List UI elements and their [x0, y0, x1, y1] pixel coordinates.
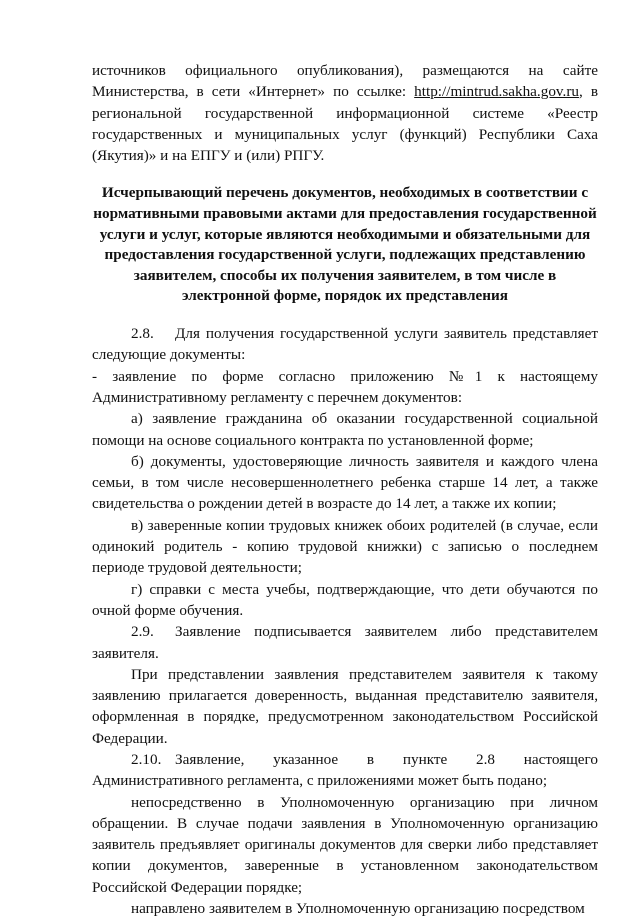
section-heading: Исчерпывающий перечень документов, необходимых в соответствии с нормативными правовыми актами для предоставления государственной услуги и услуг, которые являются необходимыми и обязательными для предоставления государственной услуги, подлежащих представлению заявителем, способы их получения заявителем, в том числе в электронной форме, порядок их представления [93, 184, 597, 305]
document-page [92, 60, 598, 919]
intro-text-end: , в региональной государственной информационной системе «Реестр государственных и муниципальных услуг (функций) Республики Саха (Якутия)» и на ЕПГУ и (или) РПГУ. [92, 83, 598, 165]
representative-paragraph: При представлении заявления представителем заявителя к такому заявлению прилагается доверенность, выданная представителю заявителя, оформленная в порядке, предусмотренном законодательством Российской Федерации. [92, 665, 598, 747]
clause-number-2-10: 2.10. [131, 750, 162, 768]
application-form-item: - заявление по форме согласно приложению №1 к настоящему Административному регламенту с перечнем документов: [92, 367, 598, 406]
paragraph-2-9 [92, 621, 598, 664]
paragraph-2-8-text: Для получения государственной услуги заявитель представляет следующие документы: [92, 325, 598, 364]
clause-number-2-9: 2.9. [131, 623, 154, 641]
paragraph-2-10-text: Заявление, указанное в пункте 2.8 настоящего Административного регламента, с приложениями может быть подано; [92, 750, 598, 790]
list-item-g: г) справки с места учебы, подтверждающие, что дети обучаются по очной форме обучения. [92, 580, 598, 619]
list-item-v: в) заверенные копии трудовых книжек обоих родителей (в случае, если одинокий родитель - копию трудовой книжки) с записью о последнем периоде трудовой деятельности; [92, 516, 598, 577]
list-item-a: а) заявление гражданина об оказании государственной социальной помощи на основе социального контракта по установленной форме; [92, 410, 598, 449]
paragraph-2-10 [92, 749, 598, 792]
paragraph-2-8 [92, 323, 598, 366]
intro-paragraph [92, 60, 598, 166]
ministry-website-link[interactable]: http://mintrud.sakha.gov.ru [414, 83, 579, 101]
list-item-b: б) документы, удостоверяющие личность заявителя и каждого члена семьи, в том числе несовершеннолетнего ребенка старше 14 лет, а также свидетельства о рождении детей в возрасте до 14 лет, а также их копии; [92, 452, 598, 513]
in-person-submission-paragraph: непосредственно в Уполномоченную организацию при личном обращении. В случае подачи заявления в Уполномоченную организацию заявитель предъявляет оригиналы документов для сверки либо представляет копии документов, заверенные в установленном законодательством Российской Федерации порядке; [92, 793, 598, 896]
clause-number-2-8: 2.8. [131, 325, 154, 343]
sent-submission-paragraph: направлено заявителем в Уполномоченную организацию посредством [131, 900, 585, 918]
intro-text-start: источников официального опубликования), размещаются на сайте Министерства, в сети «Интернет» по ссылке: [92, 62, 598, 101]
paragraph-2-9-text: Заявление подписывается заявителем либо представителем заявителя. [92, 623, 598, 662]
